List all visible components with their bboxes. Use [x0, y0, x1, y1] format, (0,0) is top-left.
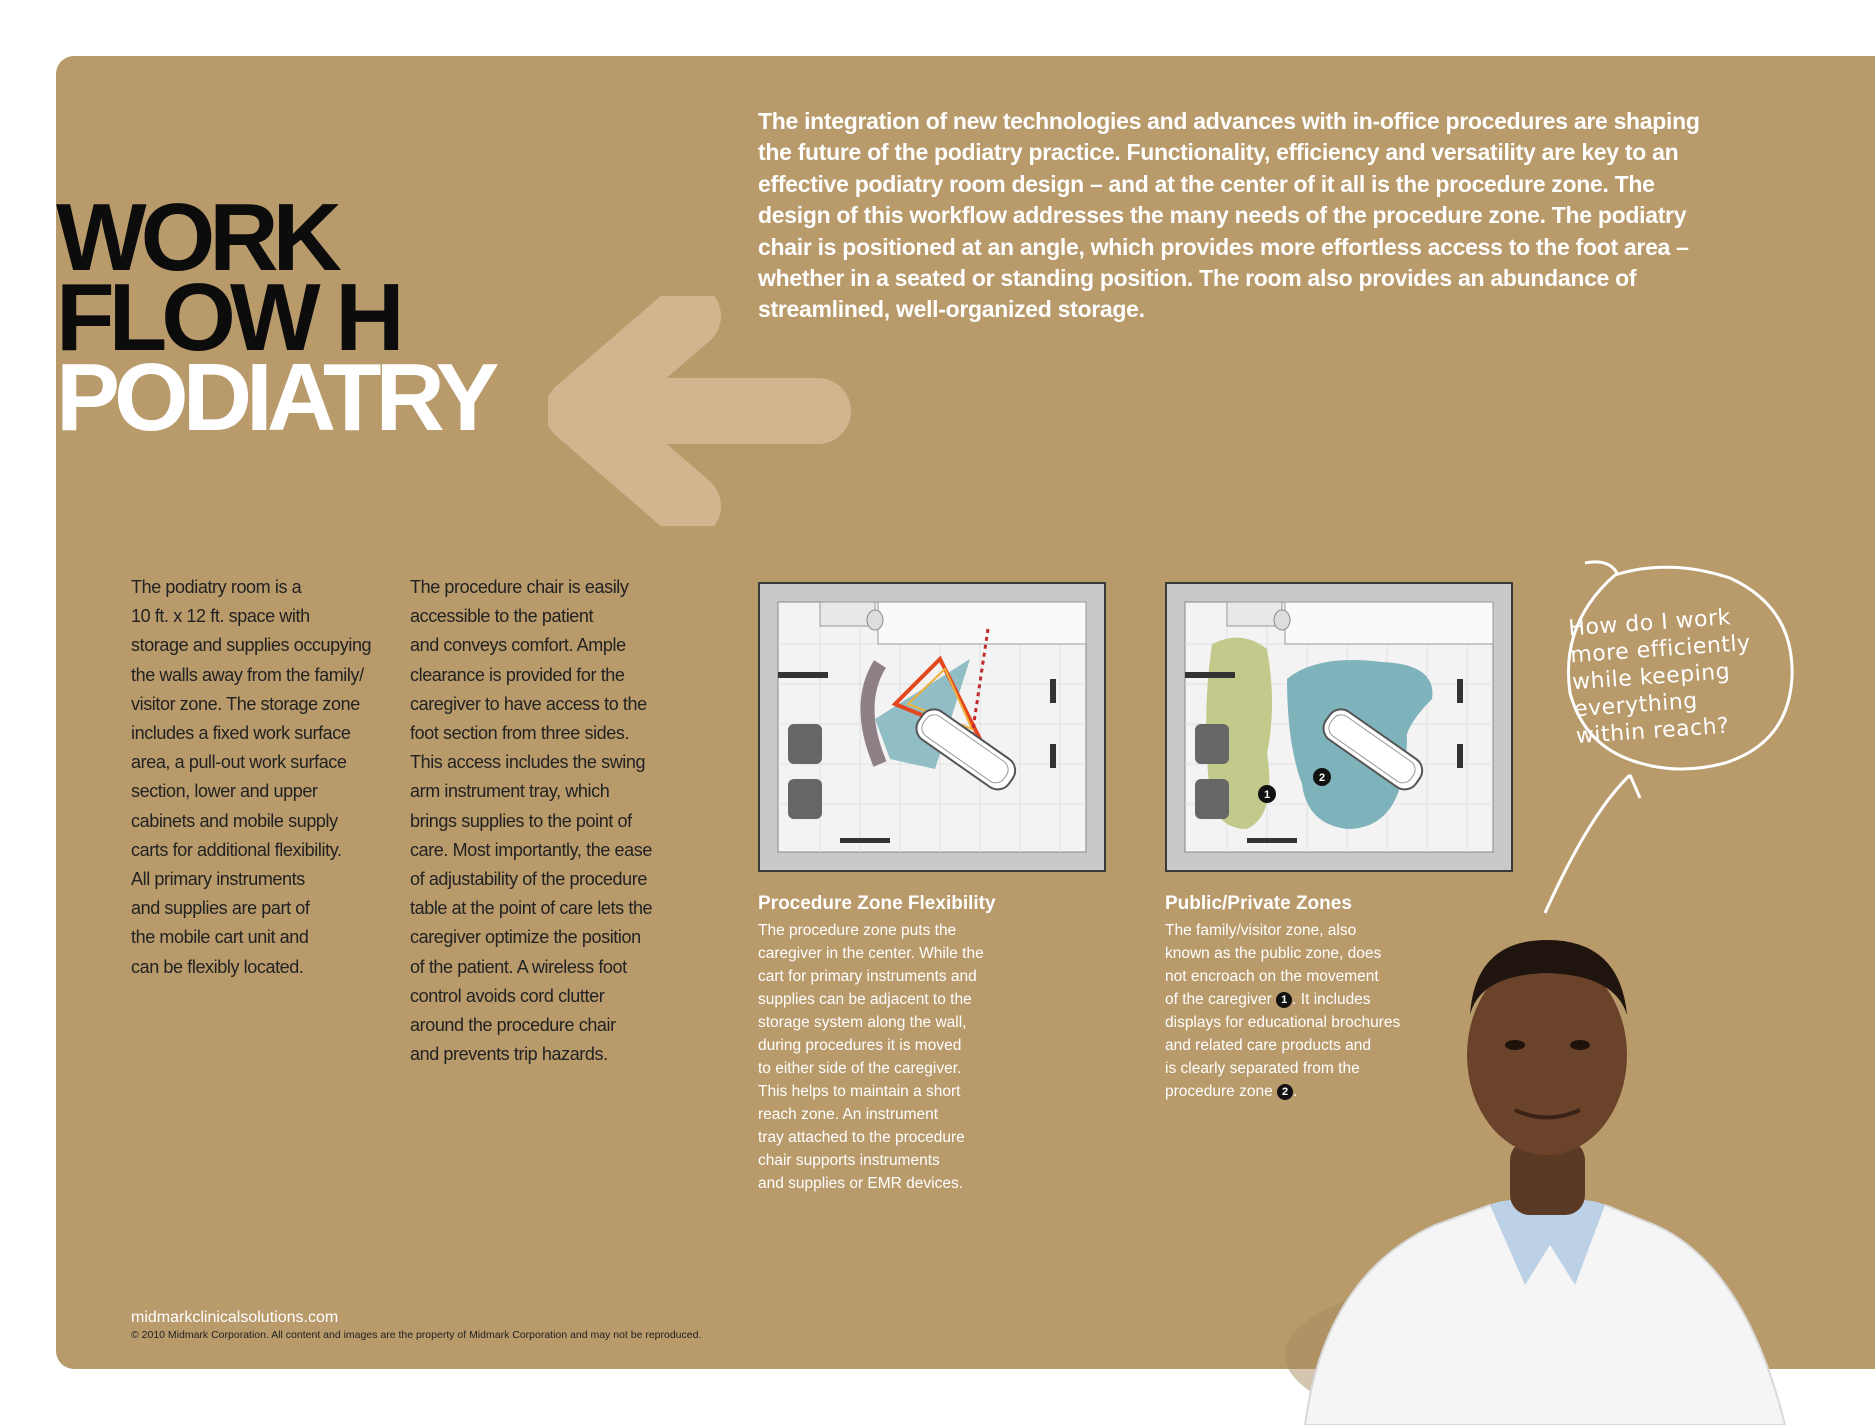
procedure-chair-column: The procedure chair is easily accessible to the patient and conveys comfort. Ample clearance is provided for the caregiver to have access to the foot section from three sides. This access includes the swing arm instrument tray, which brings supplies to the point of care. Most importantly, the ease of adjustability of the procedure table at the point of care lets the caregiver optimize the position of the patient. A wireless foot control avoids cord clutter around the procedure chair and prevents trip hazards. [410, 577, 653, 1065]
public-private-text-b: . It includes displays for educational brochures and related care products and is clearly separated from the procedure zone [1165, 991, 1401, 1100]
caregiver-photo [1285, 905, 1805, 1425]
floorplan-marker-1: 1 [1263, 789, 1271, 801]
title-line-work: WORK [56, 184, 336, 291]
intro-paragraph: The integration of new technologies and advances with in-office procedures are shaping the future of the podiatry practice. Functionality, efficiency and versatility are key to an effective podiatry room design – and at the center of it all is the procedure zone. The design of this workflow addresses the many needs of the procedure zone. The podiatry chair is positioned at an angle, which provides more effortless access to the foot area – whether in a seated or standing position. The room also provides an abundance of streamlined, well-organized storage. [758, 108, 1700, 323]
public-private-heading: Public/Private Zones [1165, 893, 1352, 914]
footer-copyright: © 2010 Midmark Corporation. All content and images are the property of Midmark Corporation and may not be reproduced. [131, 1329, 702, 1341]
zones-floorplan-drawing [1167, 584, 1511, 870]
public-private-floorplan [1165, 582, 1513, 872]
title-line-podiatry: PODIATRY [56, 344, 494, 451]
room-description-column: The podiatry room is a 10 ft. x 12 ft. space with storage and supplies occupying the walls away from the family/ visitor zone. The storage zone includes a fixed work surface area, a pull-out work surface section, lower and upper cabinets and mobile supply carts for additional flexibility. All primary instruments and supplies are part of the mobile cart unit and can be flexibly located. [131, 577, 372, 977]
procedure-zone-body: The procedure zone puts the caregiver in the center. While the cart for primary instruments and supplies can be adjacent to the storage system along the wall, during procedures it is moved to either side of the caregiver. This helps to maintain a short reach zone. An instrument tray attached to the procedure chair supports instruments and supplies or EMR devices. [758, 922, 984, 1192]
procedure-floorplan-drawing [760, 584, 1104, 870]
floorplan-marker-2: 2 [1318, 772, 1326, 784]
zone-badge-1: 1 [1276, 992, 1292, 1008]
footer-url-link[interactable]: midmarkclinicalsolutions.com [131, 1309, 339, 1326]
public-private-text-a: The family/visitor zone, also known as the public zone, does not encroach on the movement of the caregiver [1165, 922, 1382, 1008]
zone-badge-2: 2 [1277, 1084, 1293, 1100]
page-title [56, 184, 494, 451]
procedure-zone-heading: Procedure Zone Flexibility [758, 893, 996, 914]
public-private-text-c: . [1293, 1083, 1298, 1100]
title-line-flow: FLOW H [56, 264, 399, 371]
procedure-zone-floorplan [758, 582, 1106, 872]
left-arrow-icon [548, 296, 858, 526]
thought-bubble-text: How do I work more efficiently while keeping everything within reach? [1567, 605, 1752, 750]
